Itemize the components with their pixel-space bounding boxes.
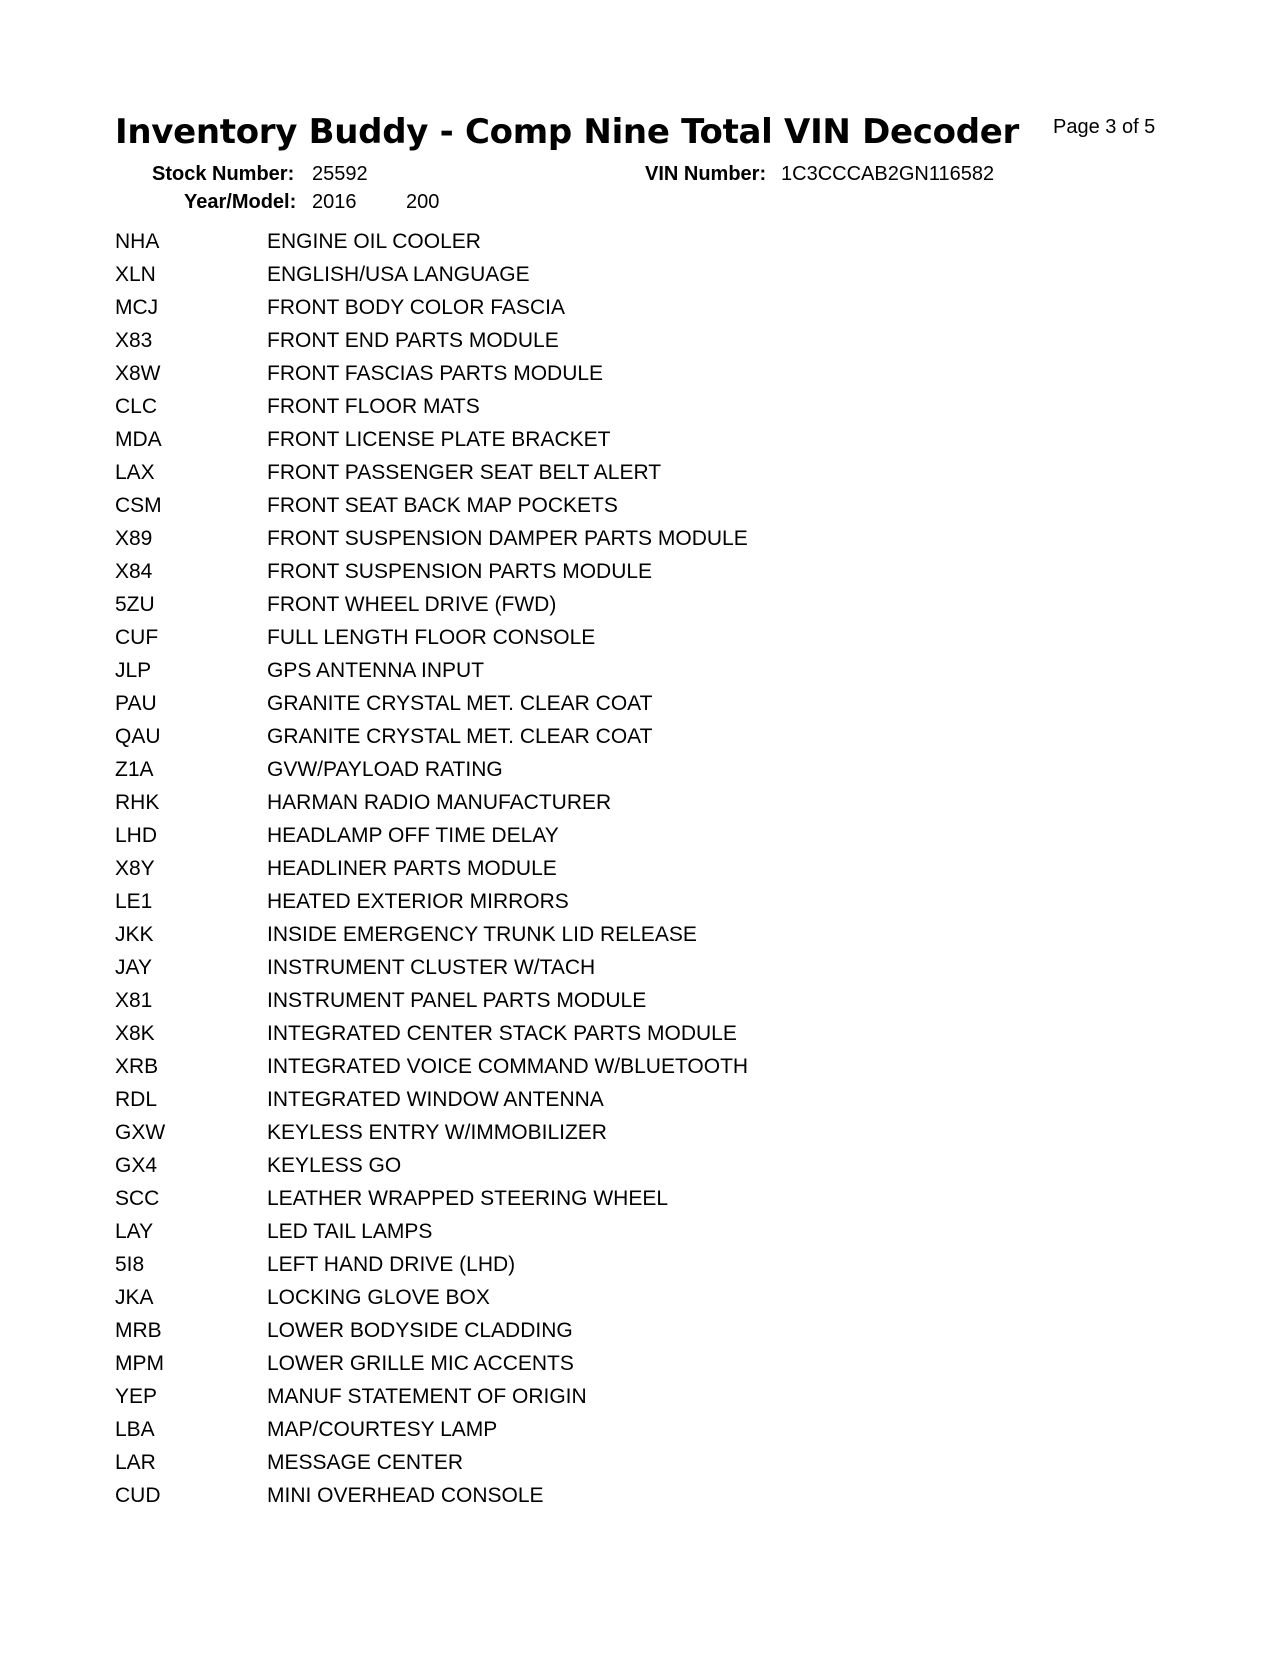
option-code: XRB: [115, 1055, 159, 1078]
option-code-row: [115, 1418, 1015, 1451]
option-code-row: [115, 263, 1015, 296]
option-code-row: [115, 989, 1015, 1022]
option-code-row: [115, 956, 1015, 989]
option-code: X89: [115, 527, 153, 550]
option-description: GPS ANTENNA INPUT: [267, 659, 485, 682]
option-code-row: [115, 296, 1015, 329]
option-description: INTEGRATED CENTER STACK PARTS MODULE: [267, 1022, 737, 1045]
option-code: RDL: [115, 1088, 158, 1111]
option-description: LOWER GRILLE MIC ACCENTS: [267, 1352, 574, 1375]
option-code: MCJ: [115, 296, 159, 319]
option-code: GXW: [115, 1121, 166, 1144]
option-code: X81: [115, 989, 153, 1012]
option-code: MRB: [115, 1319, 162, 1342]
option-code: CSM: [115, 494, 162, 517]
option-code-row: [115, 923, 1015, 956]
option-description: MESSAGE CENTER: [267, 1451, 464, 1474]
option-code: GX4: [115, 1154, 158, 1177]
option-code-row: [115, 725, 1015, 758]
option-description: MANUF STATEMENT OF ORIGIN: [267, 1385, 587, 1408]
option-description: GVW/PAYLOAD RATING: [267, 758, 503, 781]
option-code-row: [115, 527, 1015, 560]
option-description: FRONT FASCIAS PARTS MODULE: [267, 362, 604, 385]
option-code: X8W: [115, 362, 161, 385]
option-code: NHA: [115, 230, 160, 253]
option-description: FRONT PASSENGER SEAT BELT ALERT: [267, 461, 662, 484]
option-code: JAY: [115, 956, 152, 979]
option-description: MINI OVERHEAD CONSOLE: [267, 1484, 544, 1507]
option-description: FULL LENGTH FLOOR CONSOLE: [267, 626, 596, 649]
report-title: Inventory Buddy - Comp Nine Total VIN Decoder: [115, 112, 1019, 152]
stock-number-label: Stock Number:: [152, 163, 295, 185]
option-code: LAX: [115, 461, 155, 484]
option-code-row: [115, 1352, 1015, 1385]
vin-number-label: VIN Number:: [645, 163, 767, 185]
option-description: MAP/COURTESY LAMP: [267, 1418, 498, 1441]
option-description: FRONT SUSPENSION PARTS MODULE: [267, 560, 653, 583]
option-code-row: [115, 659, 1015, 692]
option-description: GRANITE CRYSTAL MET. CLEAR COAT: [267, 725, 653, 748]
option-code-row: [115, 1121, 1015, 1154]
option-code-row: [115, 362, 1015, 395]
option-description: FRONT SUSPENSION DAMPER PARTS MODULE: [267, 527, 748, 550]
option-description: LOCKING GLOVE BOX: [267, 1286, 490, 1309]
option-code-row: [115, 329, 1015, 362]
model-value: 200: [406, 191, 440, 213]
option-codes-list: [115, 230, 1015, 1517]
option-description: INSIDE EMERGENCY TRUNK LID RELEASE: [267, 923, 697, 946]
option-code: MDA: [115, 428, 162, 451]
option-code-row: [115, 692, 1015, 725]
option-code-row: [115, 1451, 1015, 1484]
option-description: LEFT HAND DRIVE (LHD): [267, 1253, 516, 1276]
option-code-row: [115, 494, 1015, 527]
option-code: JKA: [115, 1286, 154, 1309]
option-code-row: [115, 1022, 1015, 1055]
option-code: MPM: [115, 1352, 164, 1375]
option-code-row: [115, 1088, 1015, 1121]
option-code: LAR: [115, 1451, 156, 1474]
page-indicator: Page 3 of 5: [1053, 116, 1156, 138]
year-value: 2016: [312, 191, 357, 213]
option-code-row: [115, 857, 1015, 890]
option-code-row: [115, 758, 1015, 791]
option-code: JLP: [115, 659, 152, 682]
option-code-row: [115, 890, 1015, 923]
option-description: KEYLESS ENTRY W/IMMOBILIZER: [267, 1121, 607, 1144]
option-code-row: [115, 791, 1015, 824]
option-code: X8Y: [115, 857, 155, 880]
option-code: LBA: [115, 1418, 155, 1441]
option-description: FRONT SEAT BACK MAP POCKETS: [267, 494, 618, 517]
option-code-row: [115, 824, 1015, 857]
option-description: INTEGRATED WINDOW ANTENNA: [267, 1088, 604, 1111]
option-code: Z1A: [115, 758, 154, 781]
option-code-row: [115, 593, 1015, 626]
option-code: CUF: [115, 626, 159, 649]
option-code-row: [115, 1484, 1015, 1517]
option-code-row: [115, 1154, 1015, 1187]
option-description: FRONT LICENSE PLATE BRACKET: [267, 428, 611, 451]
option-code-row: [115, 1253, 1015, 1286]
option-code-row: [115, 395, 1015, 428]
option-code: 5ZU: [115, 593, 155, 616]
option-code-row: [115, 1385, 1015, 1418]
option-description: FRONT BODY COLOR FASCIA: [267, 296, 565, 319]
option-description: LED TAIL LAMPS: [267, 1220, 433, 1243]
option-code-row: [115, 230, 1015, 263]
option-code: PAU: [115, 692, 157, 715]
option-description: HARMAN RADIO MANUFACTURER: [267, 791, 612, 814]
option-code-row: [115, 560, 1015, 593]
year-model-label: Year/Model:: [184, 191, 297, 213]
option-description: LEATHER WRAPPED STEERING WHEEL: [267, 1187, 669, 1210]
option-code: QAU: [115, 725, 161, 748]
vin-number-value: 1C3CCCAB2GN116582: [781, 163, 995, 185]
option-description: FRONT FLOOR MATS: [267, 395, 480, 418]
option-code-row: [115, 626, 1015, 659]
option-code: LHD: [115, 824, 158, 847]
option-code: JKK: [115, 923, 154, 946]
option-code-row: [115, 1286, 1015, 1319]
option-code: CLC: [115, 395, 158, 418]
option-description: GRANITE CRYSTAL MET. CLEAR COAT: [267, 692, 653, 715]
option-description: HEADLAMP OFF TIME DELAY: [267, 824, 559, 847]
stock-number-value: 25592: [312, 163, 368, 185]
option-code: RHK: [115, 791, 160, 814]
option-code-row: [115, 461, 1015, 494]
option-description: INSTRUMENT PANEL PARTS MODULE: [267, 989, 647, 1012]
option-description: HEATED EXTERIOR MIRRORS: [267, 890, 569, 913]
option-description: FRONT END PARTS MODULE: [267, 329, 559, 352]
option-code: X84: [115, 560, 153, 583]
option-code-row: [115, 1220, 1015, 1253]
option-code: CUD: [115, 1484, 161, 1507]
option-description: ENGINE OIL COOLER: [267, 230, 481, 253]
option-code: LE1: [115, 890, 153, 913]
option-code: X8K: [115, 1022, 155, 1045]
option-code-row: [115, 1319, 1015, 1352]
option-code-row: [115, 1187, 1015, 1220]
option-description: FRONT WHEEL DRIVE (FWD): [267, 593, 557, 616]
option-description: INSTRUMENT CLUSTER W/TACH: [267, 956, 596, 979]
option-description: LOWER BODYSIDE CLADDING: [267, 1319, 573, 1342]
option-code: XLN: [115, 263, 156, 286]
option-description: ENGLISH/USA LANGUAGE: [267, 263, 530, 286]
option-code: YEP: [115, 1385, 158, 1408]
option-description: HEADLINER PARTS MODULE: [267, 857, 557, 880]
option-description: KEYLESS GO: [267, 1154, 402, 1177]
option-code-row: [115, 1055, 1015, 1088]
option-code: X83: [115, 329, 153, 352]
option-code: 5I8: [115, 1253, 145, 1276]
option-code: LAY: [115, 1220, 154, 1243]
option-description: INTEGRATED VOICE COMMAND W/BLUETOOTH: [267, 1055, 749, 1078]
option-code-row: [115, 428, 1015, 461]
option-code: SCC: [115, 1187, 160, 1210]
